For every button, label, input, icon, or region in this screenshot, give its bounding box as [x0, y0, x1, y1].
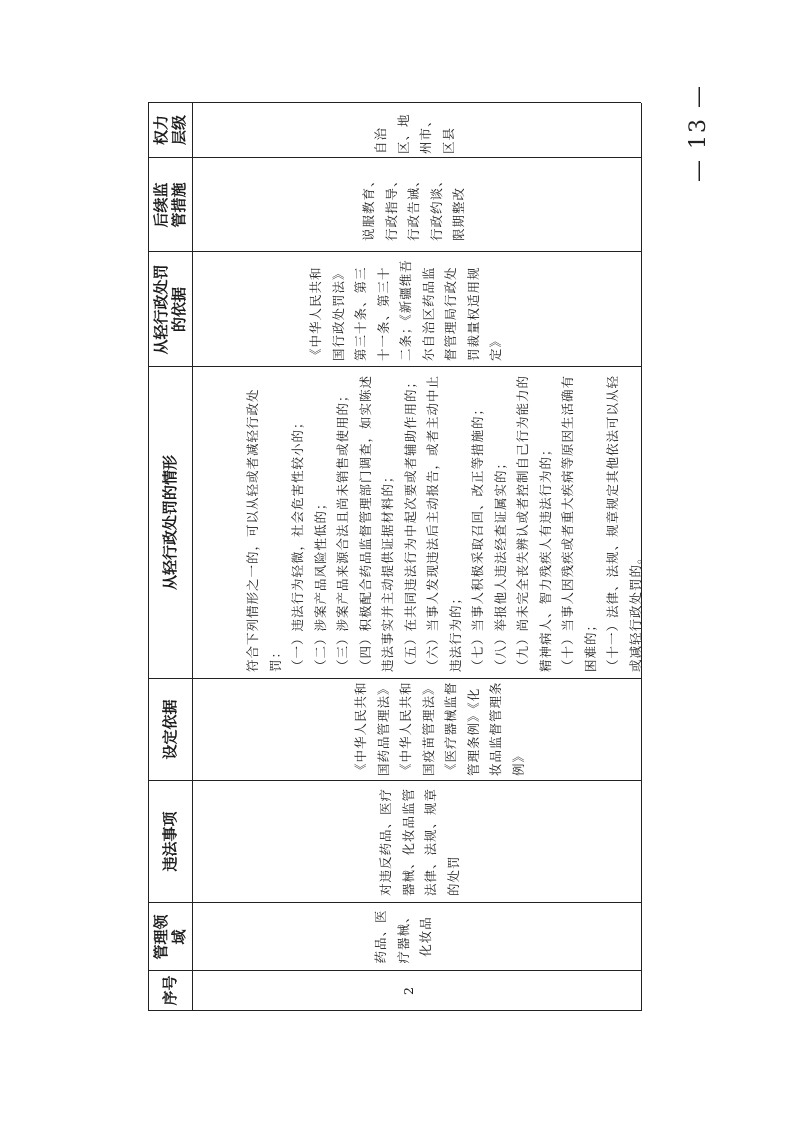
header-seq: 序号: [161, 975, 179, 1006]
condition-line: （十）当事人因残疾或者重大疾病等原因生活确有困难的；: [560, 374, 598, 672]
condition-line: （二）涉案产品风险性低的；: [312, 496, 328, 672]
col-divider: [148, 678, 641, 679]
condition-line: （八）举报他人违法经查证属实的；: [492, 455, 508, 672]
header-domain: 管理领域: [152, 914, 188, 960]
row-domain: 药品、医疗器械、化妆品: [373, 909, 433, 964]
condition-line: （九）尚未完全丧失辨认或者控制自己行为能力的精神病人、智力残疾人有违法行为的；: [515, 374, 553, 672]
row-basis: 《中华人民共和国药品管理法》《中华人民共和国疫苗管理法》《医疗器械监督管理条例》《化妆品监督管理条例》: [353, 681, 526, 776]
table-header-divider: [192, 103, 193, 1011]
condition-line: （一）违法行为轻微，社会危害性较小的；: [290, 415, 305, 672]
row-penalty-basis: 《中华人民共和国行政处罚法》第三十条、第三十一条、第三十二条；《新疆维吾尔自治区药品监督管理局行政处罚裁量权适用规定》: [308, 259, 503, 361]
header-conditions: 从轻行政处罚的情形: [161, 455, 179, 591]
col-divider: [148, 780, 641, 781]
col-divider: [148, 102, 641, 103]
row-conditions: [242, 369, 647, 672]
condition-line: 符合下列情形之一的，可以从轻或者减轻行政处罚：: [245, 388, 283, 672]
col-divider: [148, 970, 641, 971]
col-divider: [148, 1010, 641, 1011]
row-level: 自治区、地州市、区县: [373, 113, 456, 154]
condition-line: （五）在共同违法行为中起次要或者辅助作用的；: [402, 374, 418, 672]
header-item: 违法事项: [161, 811, 179, 872]
row-seq: 2: [401, 986, 416, 995]
condition-line: （十一）法律、法规、规章规定其他依法可以从轻或减轻行政处罚的。: [605, 374, 643, 672]
col-divider: [148, 157, 641, 158]
row-supervision: 说服教育、行政指导、行政告诫、行政约谈、限期整改: [361, 173, 466, 241]
condition-line: （六）当事人发现违法后主动报告，或者主动中止违法行为的；: [425, 374, 463, 672]
col-divider: [148, 366, 641, 367]
header-supervision: 后续监管措施: [152, 182, 188, 228]
condition-line: （七）当事人积极采取召回、改正等措施的；: [470, 401, 485, 672]
header-penalty-basis: 从轻行政处罚的依据: [152, 264, 188, 355]
row-item: 对违反药品、医疗器械、化妆品监管法律、法规、规章的处罚: [378, 787, 461, 896]
col-divider: [148, 902, 641, 903]
page-number: — 13 —: [686, 84, 711, 182]
col-divider: [148, 251, 641, 252]
condition-line: （四）积极配合药品监督管理部门调查，如实陈述违法事实并主动提供证据材料的；: [357, 374, 395, 672]
condition-line: （三）涉案产品来源合法且尚未销售或使用的；: [335, 388, 350, 672]
header-level: 权力层级: [152, 115, 188, 146]
header-basis: 设定依据: [161, 699, 179, 760]
